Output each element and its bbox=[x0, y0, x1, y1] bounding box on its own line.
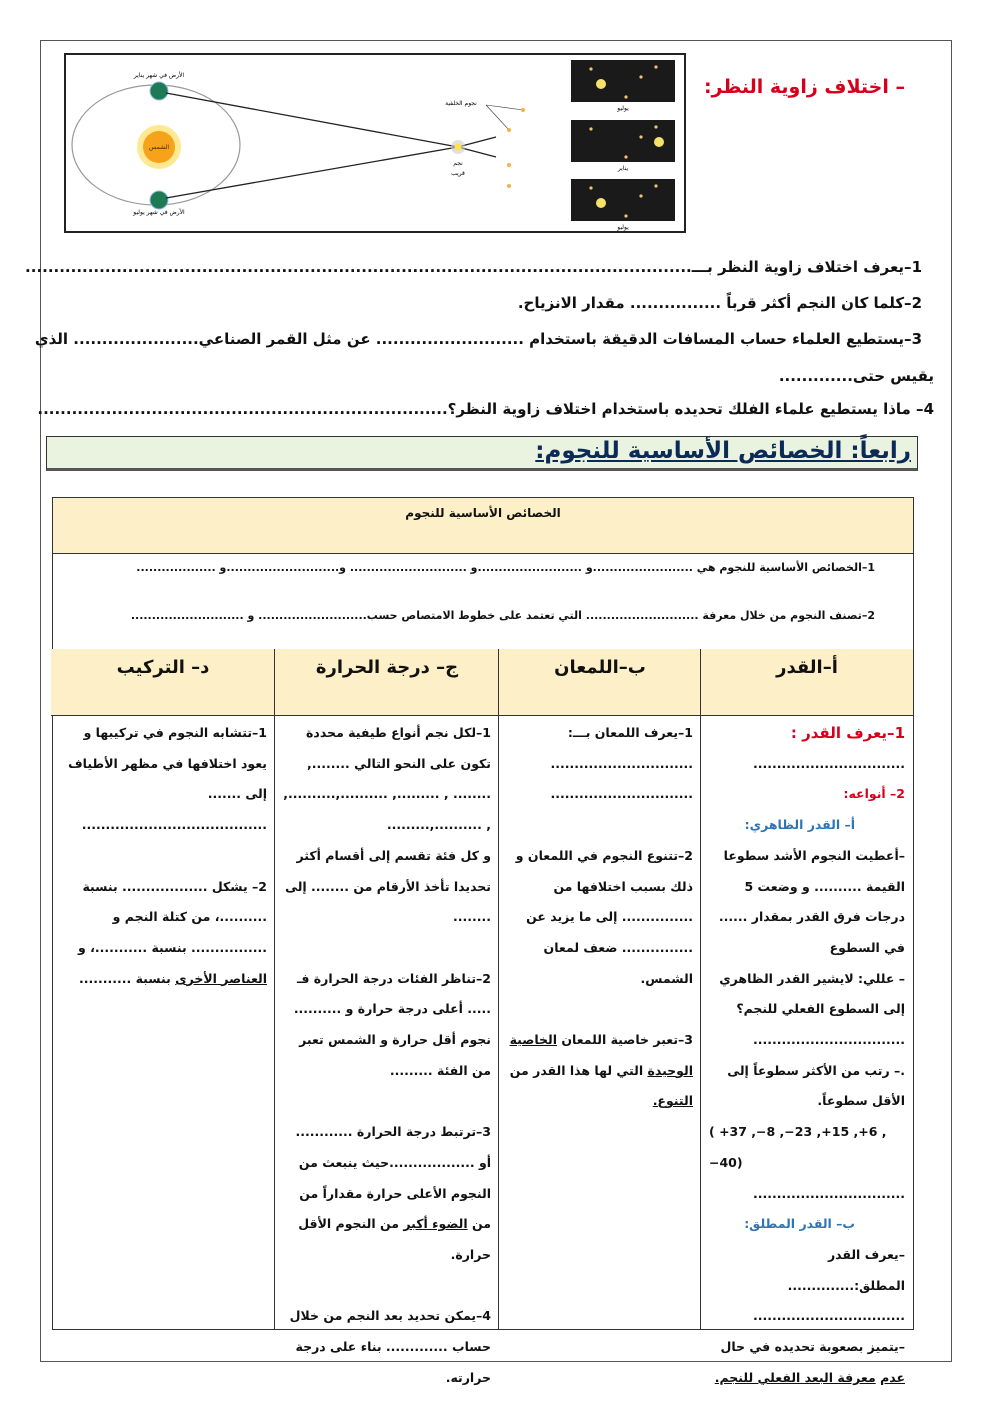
sun-label: الشمس bbox=[149, 144, 169, 151]
answer-blank: ....................................... bbox=[81, 817, 267, 833]
question-2: 2–كلما كان النجم أكثر قرباً ................ مقدار الانزياح. bbox=[517, 294, 922, 312]
sky-panel-3 bbox=[571, 179, 675, 221]
temperature-cell bbox=[275, 716, 499, 1385]
question-4: 4– ماذا يستطيع علماء الفلك تحديده باستخدام اختلاف زاوية النظر؟........................................................................ bbox=[37, 400, 934, 418]
background-stars-label: نجوم الخلفية bbox=[445, 100, 477, 107]
composition-item-2: 2– يشكل .................. بنسبة ..........، من كتلة النجم و ................ بنسبة ...........، و العناصر الأخرى بنسبة ........... bbox=[78, 878, 267, 986]
question-3-cont: يقيس حتى............. bbox=[778, 367, 934, 385]
apparent-magnitude-label: أ– القدر الظاهري: bbox=[744, 817, 855, 833]
explain-question: – عللي: لايشير القدر الظاهري إلى السطوع الفعلي للنجم؟ bbox=[719, 970, 905, 1017]
answer-blank: ................................ bbox=[753, 1032, 905, 1048]
near-star-label: نجم bbox=[453, 160, 463, 167]
absolute-magnitude-note: –يتميز بصعوبة تحديده في حال عدم معرفة البعد الفعلي للنجم. bbox=[714, 1339, 905, 1385]
sky-panel-1 bbox=[571, 60, 675, 102]
earth-january-label: الأرض في شهر يناير bbox=[133, 72, 185, 79]
answer-blank: .............................. bbox=[550, 755, 693, 771]
star-properties-table bbox=[52, 497, 914, 1385]
near-star-icon bbox=[451, 140, 465, 154]
absolute-magnitude-def: –يعرف القدر المطلق:.............. bbox=[787, 1246, 905, 1293]
temperature-item-2: 2–تناظر الفئات درجة الحرارة فـ ..... أعلى درجة حرارة و .......... نجوم أقل حرارة و الشمس تعبر من الفئة ......... bbox=[293, 970, 491, 1078]
near-star-label-2: قريب bbox=[451, 170, 465, 177]
question-1: 1–يعرف اختلاف زاوية النظر بـــ..................................................................................................................... bbox=[25, 258, 922, 276]
col-header-temperature: ج– درجة الحرارة bbox=[275, 649, 499, 716]
answer-blank: ................................ bbox=[753, 1185, 905, 1201]
order-values: ( +37 ,−8 ,−23 ,+15 ,+6 ,−40) bbox=[709, 1124, 887, 1170]
answer-blank: .............................. bbox=[550, 786, 693, 802]
sky-panel-2-label: يناير bbox=[617, 165, 629, 172]
earth-january-icon bbox=[150, 82, 168, 100]
sky-panel-2 bbox=[571, 120, 675, 162]
temperature-item-1: 1–لكل نجم أنواع طيفية محددة تكون على النحو التالي ........, ........ , ........., ..........,.........., , ..........,......... bbox=[283, 725, 491, 833]
temperature-item-1b: و كل فئة تقسم إلى أقسام أكثر تحديدا تأخذ الأرقام من ........ إلى ........ bbox=[285, 847, 491, 925]
order-task: .– رتب من الأكثر سطوعاً إلى الأقل سطوعاً. bbox=[727, 1062, 905, 1109]
composition-item-1: 1–تتشابه النجوم في تركيبها و يعود اختلافها في مظهر الأطياف إلى ....... bbox=[68, 725, 267, 802]
table-intro-row bbox=[53, 553, 913, 650]
temperature-item-3: 3–ترتبط درجة الحرارة ............ أو ..................حيث ينبعث من النجوم الأعلى حرارة مقداراً من من الضوء أكبر من النجوم الأقل حرارة. bbox=[295, 1124, 491, 1262]
magnitude-cell bbox=[701, 716, 913, 1385]
answer-blank: ................................ bbox=[753, 755, 905, 771]
answer-blank: ................................ bbox=[753, 1308, 905, 1324]
parallax-diagram bbox=[64, 53, 686, 233]
magnitude-types-label: 2– أنواعه: bbox=[843, 786, 905, 802]
question-3: 3–يستطيع العلماء حساب المسافات الدقيقة باستخدام .......................... عن مثل القمر الصناعي...................... الذي bbox=[34, 330, 922, 348]
table-title: الخصائص الأساسية للنجوم bbox=[405, 506, 561, 520]
col-header-composition: د– التركيب bbox=[51, 649, 275, 716]
luminosity-item-1: 1–يعرف اللمعان بـــ: bbox=[567, 725, 693, 740]
apparent-magnitude-text: –أعطيت النجوم الأشد سطوعا القيمة .......... و وضعت 5 درجات فرق القدر بمقدار ...... في السطوع bbox=[718, 847, 905, 955]
sky-panel-1-label: يوليو bbox=[617, 105, 629, 112]
banner-title: رابعاً: الخصائص الأساسية للنجوم: bbox=[535, 438, 911, 464]
luminosity-item-3: 3–تعبر خاصية اللمعان الخاصية الوحيدة التي لها هذا القدر من التنوع. bbox=[509, 1032, 693, 1109]
table-title-row bbox=[53, 498, 913, 554]
earth-july-label: الأرض في شهر يوليو bbox=[133, 209, 185, 216]
section-banner bbox=[46, 436, 918, 471]
earth-july-icon bbox=[150, 191, 168, 209]
magnitude-def-label: 1–يعرف القدر : bbox=[790, 724, 905, 742]
sky-panel-3-label: يوليو bbox=[617, 224, 629, 231]
absolute-magnitude-label: ب– القدر المطلق: bbox=[744, 1216, 855, 1232]
temperature-item-4: 4–يمكن تحديد بعد النجم من خلال حساب ............. بناء على درجة حرارته. bbox=[289, 1308, 491, 1385]
intro-line-1: 1–الخصائص الأساسية للنجوم هي ........................و .........................و ............................ و...........................و ................... bbox=[136, 561, 875, 574]
luminosity-item-2: 2–تتنوع النجوم في اللمعان و ذلك بسبب اختلافها من ............... إلى ما يزيد عن ............... ضعف لمعان الشمس. bbox=[515, 847, 693, 986]
luminosity-cell bbox=[499, 716, 701, 1329]
col-header-luminosity: ب–اللمعان bbox=[499, 649, 701, 716]
col-header-magnitude: أ–القدر bbox=[701, 649, 913, 716]
composition-cell bbox=[51, 716, 275, 1329]
intro-line-2: 2–تصنف النجوم من خلال معرفة ........................... التي تعتمد على خطوط الامتصاص حسب.......................... و ........................... bbox=[130, 609, 875, 622]
section-title: – اختلاف زاوية النظر: bbox=[703, 76, 905, 98]
